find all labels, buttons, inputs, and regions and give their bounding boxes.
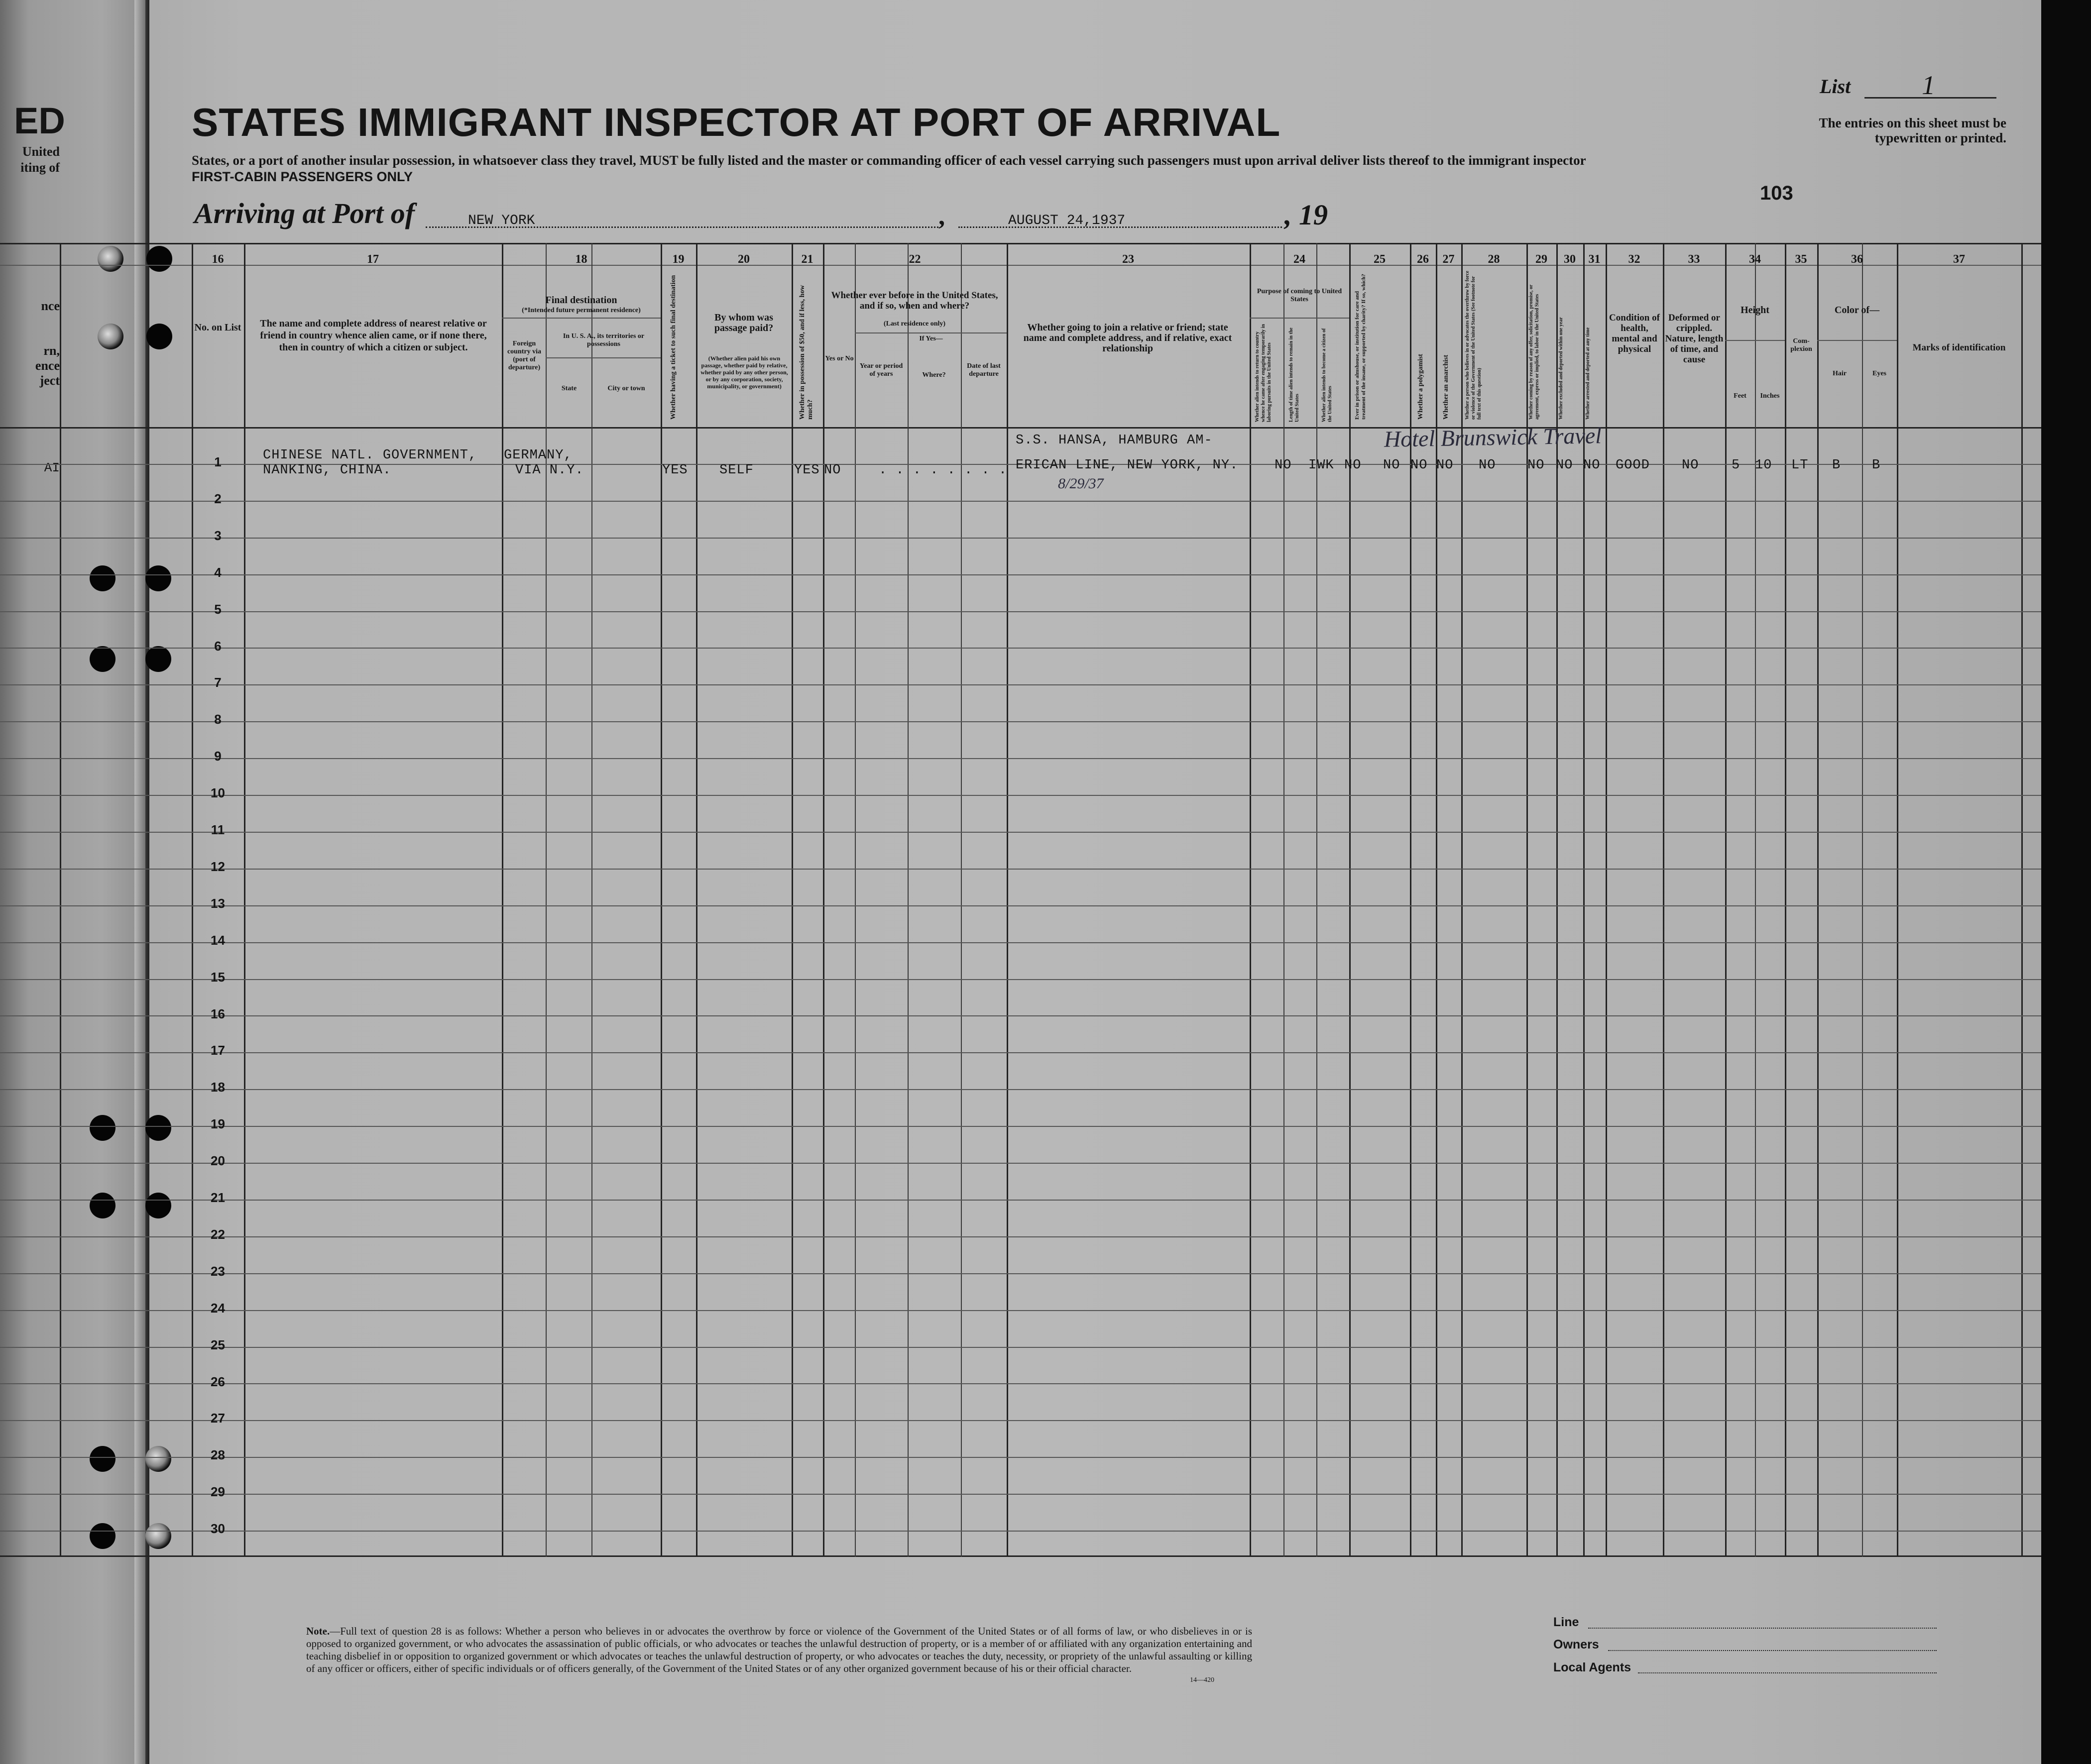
subheader-rule (1817, 340, 1897, 341)
relative-address-line: CHINESE NATL. GOVERNMENT, (263, 448, 477, 463)
owners-field (1608, 1650, 1937, 1651)
return-value: NO (1275, 458, 1292, 473)
table-bottom-border (0, 1555, 2041, 1557)
column-number: 20 (738, 253, 750, 266)
column-subheader-usa: In U. S. A., its territories or possessions (563, 332, 645, 348)
q31-value: NO (1583, 458, 1601, 473)
money-value: YES (794, 463, 820, 478)
column-subheader-state: State (561, 385, 577, 392)
row-number: 28 (211, 1447, 225, 1462)
before-value: NO (824, 463, 841, 478)
column-fragment-line: rn, (43, 343, 60, 358)
row-number: 13 (211, 896, 225, 911)
column-number: 34 (1749, 253, 1761, 266)
row-number: 18 (211, 1080, 225, 1095)
row-rule (0, 1200, 2041, 1201)
column-border (1663, 243, 1664, 1557)
column-number: 35 (1795, 253, 1807, 266)
column-border (961, 243, 962, 1557)
row-number: 29 (211, 1484, 225, 1499)
subheader-rule (855, 332, 1007, 333)
feet-value: 5 (1732, 458, 1741, 473)
row-number: 5 (214, 602, 222, 617)
column-number: 24 (1293, 253, 1305, 266)
column-number: 33 (1688, 253, 1700, 266)
page-title: STATES IMMIGRANT INSPECTOR AT PORT OF ARRIVAL (192, 100, 1281, 144)
local-agents-label: Local Agents (1553, 1660, 1631, 1674)
column-note-before: (Last residence only) (883, 320, 946, 328)
column-subheader-city: City or town (607, 385, 645, 392)
row-rule (0, 538, 2041, 539)
row-fragment: AI (44, 460, 60, 475)
column-fragment-line: ject (39, 373, 60, 388)
row-rule (0, 758, 2041, 759)
column-header-q30: Whether excluded and deported within one year (1558, 317, 1564, 420)
row-rule (0, 1015, 2041, 1016)
row-number: 1 (214, 454, 222, 469)
column-header-q29: Whether coming by reason of any offer, solicitation, promise, or agreement, express or implied, to labor in the United States (1528, 284, 1540, 420)
passenger-class: FIRST-CABIN PASSENGERS ONLY (192, 169, 413, 184)
column-number: 37 (1953, 253, 1965, 266)
column-number: 18 (575, 253, 587, 266)
column-header-no: No. on List (194, 322, 241, 333)
column-note-destination: (*Intended future permanent residence) (522, 307, 641, 314)
column-header-prison: Ever in prison or almshouse, or institution for care and treatment of the insane, or supported by charity? If so, which? (1354, 274, 1367, 420)
column-number: 22 (909, 253, 921, 266)
header-fragment: ED (14, 100, 65, 141)
row-number: 15 (211, 970, 225, 985)
column-header-color: Color of— (1834, 305, 1880, 316)
row-number: 14 (211, 933, 225, 948)
eyes-value: B (1872, 458, 1881, 473)
prison-value: NO (1383, 458, 1400, 473)
column-subheader-feet: Feet (1734, 392, 1746, 400)
column-header-health: Condition of health, mental and physical (1609, 313, 1660, 354)
column-subheader-departure: Date of last departure (967, 362, 1001, 378)
row-number: 20 (211, 1153, 225, 1168)
row-rule (0, 721, 2041, 722)
column-number: 28 (1488, 253, 1500, 266)
relative-address-line: NANKING, CHINA. (263, 463, 392, 478)
column-border (1007, 243, 1008, 1557)
subheader-rule (546, 357, 661, 358)
column-border (661, 243, 662, 1557)
complexion-value: LT (1791, 458, 1809, 473)
length-value: IWK (1308, 458, 1334, 473)
row-rule (0, 979, 2041, 980)
subheader-rule (1250, 318, 1349, 319)
row-number: 19 (211, 1116, 225, 1131)
column-header-anarchist: Whether an anarchist (1442, 354, 1450, 420)
row-number: 21 (211, 1190, 225, 1205)
column-header-polygamist: Whether a polygamist (1417, 354, 1424, 420)
row-rule (0, 1163, 2041, 1164)
row-rule (0, 1310, 2041, 1311)
row-rule (0, 574, 2041, 575)
column-header-passage: By whom was passage paid? (714, 312, 774, 333)
row-number: 2 (214, 491, 222, 506)
scan-border (2041, 0, 2091, 1764)
footnote-label: Note. (306, 1625, 330, 1637)
column-border (855, 243, 856, 1557)
column-number: 19 (672, 253, 685, 266)
column-subheader-inches: Inches (1760, 392, 1780, 400)
column-subheader-citizen: Whether alien intends to become a citizen of the United States (1321, 328, 1333, 422)
column-border (1755, 243, 1756, 1557)
column-number: 27 (1442, 253, 1455, 266)
column-header-ticket: Whether having a ticket to such final destination (670, 275, 677, 420)
column-number: 26 (1417, 253, 1429, 266)
row-number: 26 (211, 1374, 225, 1389)
column-border (1250, 243, 1251, 1557)
handwritten-date: 8/29/37 (1058, 475, 1104, 492)
row-rule (0, 1126, 2041, 1127)
row-number: 17 (211, 1043, 225, 1058)
row-number: 9 (214, 749, 222, 764)
deformed-value: NO (1682, 458, 1699, 473)
column-header-marks: Marks of identification (1912, 342, 2006, 353)
column-subheader-where: Where? (922, 371, 946, 379)
entries-note: The entries on this sheet must be typewritten or printed. (1819, 115, 2006, 145)
inches-value: 10 (1755, 458, 1772, 473)
join-line: ERICAN LINE, NEW YORK, NY. (1016, 458, 1239, 473)
page-subtitle: States, or a port of another insular possession, in whatsoever class they travel, MUST be fully listed and the master or commanding officer of each vessel carrying such passengers must upon arrival deliver lists thereof to the immigrant inspector (192, 153, 1586, 168)
row-number: 23 (211, 1264, 225, 1279)
table-top-border (0, 243, 2041, 244)
row-number: 27 (211, 1411, 225, 1426)
column-border (1725, 243, 1727, 1557)
row-number: 6 (214, 639, 222, 654)
column-number: 17 (367, 253, 379, 266)
column-border (908, 243, 909, 1557)
column-number: 21 (801, 253, 813, 266)
column-number: 30 (1564, 253, 1576, 266)
header-bottom-border (0, 427, 2041, 429)
anarchist-value: NO (1436, 458, 1454, 473)
column-header-complexion: Com-plexion (1790, 337, 1812, 353)
column-border (823, 243, 824, 1557)
row-rule (0, 795, 2041, 796)
foreign-country-via: VIA N.Y. (515, 463, 584, 478)
polygamist-value: NO (1410, 458, 1428, 473)
row-number: 7 (214, 675, 222, 690)
row-rule (0, 1236, 2041, 1237)
row-rule (0, 942, 2041, 943)
column-subheader-hair: Hair (1833, 370, 1847, 377)
column-number: 36 (1851, 253, 1863, 266)
column-subheader-yesno: Yes or No (825, 355, 854, 362)
column-fragment-line: nce (41, 299, 60, 313)
row-rule (0, 869, 2041, 870)
column-header-destination: Final destination (545, 295, 617, 306)
port-of-arrival: NEW YORK (468, 213, 535, 228)
column-border (1349, 243, 1351, 1557)
arrival-date: AUGUST 24,1937 (1008, 213, 1126, 228)
column-note-passage: (Whether alien paid his own passage, whether paid by relative, whether paid by any other person, or by any corporation, society, municipality, or government) (700, 355, 788, 390)
column-border (244, 243, 245, 1557)
line-label: Line (1553, 1615, 1579, 1629)
column-header-height: Height (1741, 305, 1769, 316)
foreign-country: GERMANY, (504, 448, 573, 463)
handwritten-annotation: Hotel Brunswick Travel (1384, 423, 1602, 452)
sheet-number: 103 (1760, 182, 1793, 204)
row-number: 25 (211, 1337, 225, 1352)
owners-label: Owners (1553, 1638, 1599, 1652)
column-header-before: Whether ever before in the United States, and if so, when and where? (831, 290, 998, 311)
column-header-deformed: Deformed or crippled. Nature, length of time, and cause (1665, 313, 1724, 365)
header-fragment-line: United (22, 144, 60, 159)
column-border (1785, 243, 1786, 1557)
column-fragment-line: ence (35, 358, 60, 373)
ticket-value: YES (662, 463, 688, 478)
column-number: 31 (1588, 253, 1601, 266)
q29-value: NO (1527, 458, 1545, 473)
q30-value: NO (1556, 458, 1573, 473)
health-value: GOOD (1616, 458, 1650, 473)
before-dots: . . . . . . . . (879, 463, 1008, 478)
subheader-rule (1725, 340, 1785, 341)
subheader-rule (502, 318, 661, 319)
column-number: 25 (1374, 253, 1386, 266)
column-header-purpose: Purpose of coming to United States (1257, 288, 1342, 303)
row-number: 16 (211, 1006, 225, 1021)
row-number: 3 (214, 528, 222, 543)
column-border (1897, 243, 1898, 1557)
column-subheader-ifyes: If Yes— (919, 335, 943, 342)
separator: , (938, 202, 945, 230)
row-rule (0, 648, 2041, 649)
column-border (696, 243, 697, 1557)
column-border (792, 243, 793, 1557)
line-field (1588, 1628, 1937, 1629)
row-rule (0, 1052, 2041, 1053)
column-subheader-length: Length of time alien intends to remain in the United States (1288, 328, 1300, 422)
row-number: 30 (211, 1521, 225, 1536)
row-rule (0, 905, 2041, 906)
column-subheader-return: Whether alien intends to return to country whence he came after engaging temporarily in laboring pursuits in the United States (1255, 324, 1272, 422)
row-rule (0, 1383, 2041, 1384)
column-subheader-year: Year or period of years (859, 362, 903, 378)
column-number: 32 (1628, 253, 1640, 266)
row-rule (0, 1531, 2041, 1532)
column-subheader-foreign: Foreign country via (port of departure) (507, 340, 542, 371)
row-number: 10 (211, 785, 225, 800)
join-line: S.S. HANSA, HAMBURG AM- (1016, 433, 1213, 448)
row-rule (0, 1457, 2041, 1458)
row-number: 4 (214, 565, 222, 580)
column-header-relative: The name and complete address of nearest relative or friend in country whence alien came, or if none there, then in country of which a citizen or subject. (260, 318, 487, 353)
q28-value: NO (1479, 458, 1496, 473)
citizen-value: NO (1344, 458, 1362, 473)
column-border (1862, 243, 1863, 1557)
row-rule (0, 1347, 2041, 1348)
row-number: 12 (211, 859, 225, 874)
list-label: List (1820, 75, 1851, 98)
column-border (591, 243, 592, 1557)
row-rule (0, 501, 2041, 502)
hair-value: B (1832, 458, 1841, 473)
column-border (1817, 243, 1819, 1557)
row-rule (0, 611, 2041, 612)
column-header-join: Whether going to join a relative or friend; state name and complete address, and if relative, exact relationship (1023, 322, 1232, 354)
footnote-text: —Full text of question 28 is as follows: Whether a person who believes in or advocates the overthrow by force or violence of the Government of the United States or of all forms of law, or who disbelieves in or is opposed to organized government, or who advocates the assassination of public officials, or who advocates or teaches the unlawful destruction of property, or is a member of or affiliated with any organization entertaining and teaching disbelief in or opposition to organized government or which advocates or teaches the unlawful destruction of property, or who advocates or teaches the duty, necessity, or propriety of the unlawful assaulting or killing of any officer or officers, either of specific individuals or of officers generally, of the Government of the United States or of any other organized government because of his or their official character. (306, 1625, 1252, 1674)
row-rule (0, 1494, 2041, 1495)
list-number: 1 (1922, 70, 1935, 100)
column-border (1283, 243, 1284, 1557)
row-rule (0, 1273, 2041, 1274)
row-number: 24 (211, 1301, 225, 1316)
row-rule (0, 1089, 2041, 1090)
column-header-q28: Whether a person who believes in or advocates the overthrow by force or violence of the Government of the United States (See footnote for full text of this question) (1465, 271, 1482, 420)
column-border (1606, 243, 1607, 1557)
passage-value: SELF (719, 463, 754, 478)
header-fragment-line: iting of (20, 160, 60, 175)
column-border (546, 243, 547, 1557)
column-header-money: Whether in possession of $50, and if less, how much? (799, 285, 814, 420)
column-number: 29 (1535, 253, 1547, 266)
form-number: 14—420 (1190, 1676, 1214, 1684)
column-border (1316, 243, 1317, 1557)
row-rule (0, 1420, 2041, 1421)
column-border (2021, 243, 2023, 1557)
column-header-q31: Whether arrested and deported at any time (1585, 327, 1591, 420)
row-rule (0, 832, 2041, 833)
row-number: 22 (211, 1227, 225, 1242)
column-number: 16 (212, 253, 224, 266)
local-agents-field (1638, 1672, 1937, 1673)
footnote (306, 1625, 1252, 1675)
row-number: 8 (214, 712, 222, 727)
column-border (60, 243, 61, 1557)
column-number: 23 (1122, 253, 1134, 266)
column-subheader-eyes: Eyes (1872, 370, 1886, 377)
column-border (502, 243, 503, 1557)
year-label: , 19 (1284, 199, 1328, 231)
arriving-label: Arriving at Port of (194, 197, 415, 229)
row-number: 11 (211, 822, 225, 837)
row-rule (0, 684, 2041, 685)
